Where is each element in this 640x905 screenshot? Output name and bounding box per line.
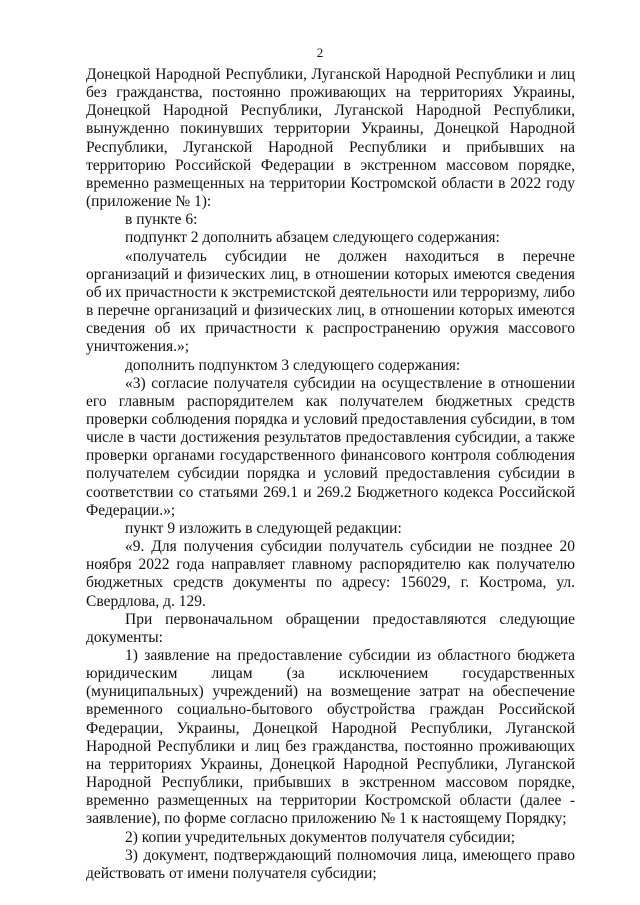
paragraph-add-subpoint-3: дополнить подпунктом 3 следующего содержания: [125, 356, 461, 374]
list-item-1: 1) заявление на предоставление субсидии из областного бюджета юридическим лицам (за исключением государственных (муниципальных) учреждений) на возмещение затрат на обеспечение временного социально-бытового обустройства граждан Российской Федерации, Украины, Донецкой Народной Республики, Луганской Народной Республики и лиц без гражданства, постоянно проживающих на территориях Украины, Донецкой Народной Республики, Луганской Народной Республики, прибывших в экстренном массовом порядке, временно размещенных на территории Костромской области (далее - заявление), по форме согласно приложению № 1 к настоящему Порядку; [86, 647, 575, 828]
paragraph-point-6: в пункте 6: [125, 211, 198, 229]
paragraph-point-9: пункт 9 изложить в следующей редакции: [125, 519, 402, 537]
list-item-3: 3) документ, подтверждающий полномочия лица, имеющего право действовать от имени получателя субсидии; [86, 846, 575, 882]
list-item-2: 2) копии учредительных документов получателя субсидии; [125, 828, 516, 846]
page-number: 2 [316, 45, 324, 60]
paragraph-quote-consent: «3) согласие получателя субсидии на осуществление в отношении его главным распорядителем как получателем бюджетных средств проверки соблюдения порядка и условий предоставления субсидии, в том числе в части достижения результатов предоставления субсидии, а также проверки органами государственного финансового контроля соблюдения получателем субсидии порядка и условий предоставления субсидии в соответствии со статьями 269.1 и 269.2 Бюджетного кодекса Российской Федерации.»; [86, 374, 575, 519]
paragraph-initial-request: При первоначальном обращении предоставляются следующие документы: [86, 610, 575, 646]
paragraph-subpoint-2: подпункт 2 дополнить абзацем следующего содержания: [125, 229, 500, 247]
paragraph-continuation: Донецкой Народной Республики, Луганской Народной Республики и лиц без гражданства, постоянно проживающих на территориях Украины, Донецкой Народной Республики, Луганской Народной Республики, вынужденно покинувших территории Украины, Донецкой Народной Республики, Луганской Народной Республики и прибывших на территорию Российской Федерации в экстренном массовом порядке, временно размещенных на территории Костромской области в 2022 году (приложение № 1): [86, 66, 575, 211]
paragraph-quote-9: «9. Для получения субсидии получатель субсидии не позднее 20 ноября 2022 года направляет главному распорядителю как получателю бюджетных средств документы по адресу: 156029, г. Кострома, ул. Свердлова, д. 129. [86, 538, 575, 610]
paragraph-quote-recipient: «получатель субсидии не должен находиться в перечне организаций и физических лиц, в отношении которых имеются сведения об их причастности к экстремистской деятельности или терроризму, либо в перечне организаций и физических лиц, в отношении которых имеются сведения об их причастности к распространению оружия массового уничтожения.»; [86, 247, 575, 356]
document-body [86, 66, 575, 883]
